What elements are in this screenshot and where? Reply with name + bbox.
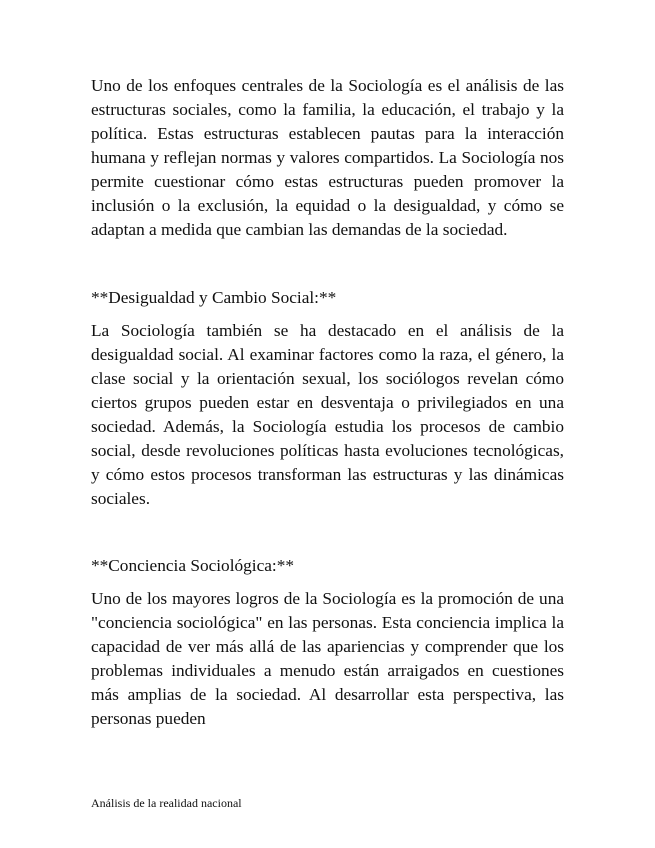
page-footer: Análisis de la realidad nacional [91,796,242,810]
document-body [91,74,564,731]
heading-conciencia-sociologica: **Conciencia Sociológica:** [91,556,295,575]
paragraph-desigualdad-social: La Sociología también se ha destacado en el análisis de la desigualdad social. Al examinar factores como la raza, el género, la clase social y la orientación sexual, los sociólogos revelan cómo ciertos grupos pueden estar en desventaja o privilegiados en una sociedad. Además, la Sociología estudia los procesos de cambio social, desde revoluciones políticas hasta evoluciones tecnológicas, y cómo estos procesos transforman las estructuras y las dinámicas sociales. [91,321,564,508]
paragraph-conciencia-sociologica: Uno de los mayores logros de la Sociología es la promoción de una "conciencia sociológica" en las personas. Esta conciencia implica la capacidad de ver más allá de las apariencias y comprender que los problemas individuales a menudo están arraigados en cuestiones más amplias de la sociedad. Al desarrollar esta perspectiva, las personas pueden [91,589,564,728]
heading-desigualdad-cambio-social: **Desigualdad y Cambio Social:** [91,288,337,307]
paragraph-estructuras-sociales: Uno de los enfoques centrales de la Sociología es el análisis de las estructuras sociales, como la familia, la educación, el trabajo y la política. Estas estructuras establecen pautas para la interacción humana y reflejan normas y valores compartidos. La Sociología nos permite cuestionar cómo estas estructuras pueden promover la inclusión o la exclusión, la equidad o la desigualdad, y cómo se adaptan a medida que cambian las demandas de la sociedad. [91,76,564,239]
